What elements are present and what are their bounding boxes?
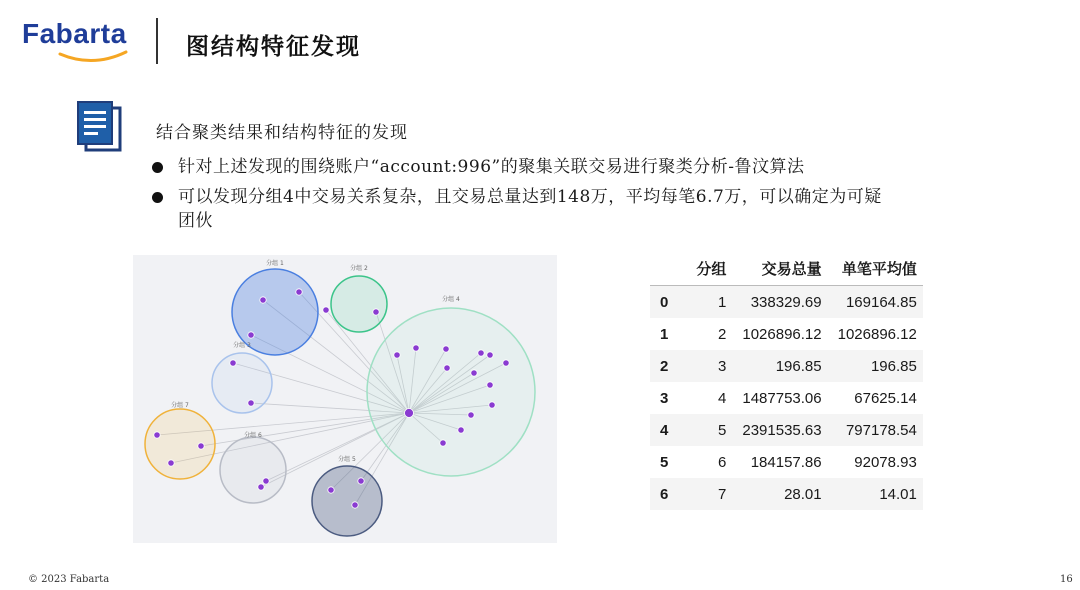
graph-node <box>458 427 464 433</box>
graph-node <box>373 309 379 315</box>
table-row <box>650 318 923 350</box>
graph-node <box>405 409 414 418</box>
group-label: 分组 2 <box>350 265 368 272</box>
bullet-item <box>150 155 890 179</box>
page-number: 16 <box>1060 574 1073 585</box>
cell-total: 2391535.63 <box>742 421 822 439</box>
graph-node <box>468 412 474 418</box>
table-header-index <box>650 252 686 286</box>
graph-node <box>413 345 419 351</box>
cell-group: 1 <box>718 293 727 311</box>
row-index: 5 <box>660 453 669 471</box>
group-label: 分组 3 <box>233 342 251 349</box>
cell-group: 6 <box>718 453 727 471</box>
graph-node <box>394 352 400 358</box>
cell-group: 7 <box>718 485 727 503</box>
group-label: 分组 1 <box>266 260 284 267</box>
row-index: 0 <box>660 293 669 311</box>
graph-node <box>487 382 493 388</box>
group-label: 分组 7 <box>171 402 189 409</box>
cell-total: 338329.69 <box>750 293 822 311</box>
graph-node <box>260 297 266 303</box>
cell-group: 5 <box>718 421 727 439</box>
table-row <box>650 446 923 478</box>
cell-total: 1487753.06 <box>742 389 822 407</box>
cell-total: 196.85 <box>775 357 822 375</box>
cell-average: 92078.93 <box>854 453 917 471</box>
graph-node <box>444 365 450 371</box>
cell-average: 67625.14 <box>854 389 917 407</box>
group-circle <box>367 308 535 476</box>
fabarta-logo: Fabarta <box>22 18 127 49</box>
group-label: 分组 6 <box>244 432 262 439</box>
group-label: 分组 5 <box>338 456 356 463</box>
row-index: 6 <box>660 485 669 503</box>
group-circle <box>331 276 387 332</box>
table-row <box>650 414 923 446</box>
table-row <box>650 478 923 510</box>
row-index: 2 <box>660 357 669 375</box>
cluster-graph-svg <box>133 255 557 543</box>
cell-average: 14.01 <box>879 485 917 503</box>
group-circle <box>220 437 286 503</box>
cluster-graph-image <box>133 255 557 543</box>
table-header-row <box>650 252 923 286</box>
cell-average: 797178.54 <box>845 421 917 439</box>
header-divider <box>156 18 158 64</box>
table-row <box>650 382 923 414</box>
bullet-text: 针对上述发现的围绕账户“account:996”的聚集关联交易进行聚类分析-鲁汶算法 <box>178 157 805 177</box>
graph-node <box>263 478 269 484</box>
graph-node <box>258 484 264 490</box>
row-index: 1 <box>660 325 669 343</box>
footer-copyright: © 2023 Fabarta <box>28 574 110 585</box>
document-icon <box>76 100 124 152</box>
graph-node <box>443 346 449 352</box>
graph-node <box>230 360 236 366</box>
cell-total: 184157.86 <box>750 453 822 471</box>
cell-average: 196.85 <box>870 357 917 375</box>
graph-node <box>328 487 334 493</box>
bullet-text: 可以发现分组4中交易关系复杂，且交易总量达到148万，平均每笔6.7万，可以确定为可疑团伙 <box>178 187 882 231</box>
graph-node <box>440 440 446 446</box>
group-circle <box>312 466 382 536</box>
section-heading: 结合聚类结果和结构特征的发现 <box>156 123 408 143</box>
table-row <box>650 350 923 382</box>
group-stats-table <box>650 252 923 510</box>
graph-node <box>154 432 160 438</box>
graph-node <box>358 478 364 484</box>
graph-node <box>352 502 358 508</box>
table-header-average: 单笔平均值 <box>841 261 917 278</box>
bullet-dot-icon <box>152 162 163 173</box>
table-header-group: 分组 <box>696 261 727 278</box>
group-circle <box>212 353 272 413</box>
graph-node <box>487 352 493 358</box>
bullet-dot-icon <box>152 192 163 203</box>
bullet-list <box>150 155 890 239</box>
table-row <box>650 286 923 319</box>
cell-average: 1026896.12 <box>837 325 917 343</box>
logo-swoosh-icon <box>58 50 128 66</box>
group-label: 分组 4 <box>442 296 460 303</box>
graph-node <box>503 360 509 366</box>
graph-node <box>296 289 302 295</box>
page-title: 图结构特征发现 <box>186 34 361 60</box>
graph-node <box>198 443 204 449</box>
table-header-total: 交易总量 <box>761 261 822 278</box>
graph-node <box>248 400 254 406</box>
cell-group: 4 <box>718 389 727 407</box>
row-index: 4 <box>660 421 669 439</box>
graph-node <box>248 332 254 338</box>
graph-node <box>471 370 477 376</box>
row-index: 3 <box>660 389 669 407</box>
cell-total: 1026896.12 <box>742 325 822 343</box>
graph-node <box>168 460 174 466</box>
cell-average: 169164.85 <box>845 293 917 311</box>
graph-node <box>323 307 329 313</box>
bullet-item <box>150 185 890 233</box>
cell-group: 3 <box>718 357 727 375</box>
graph-node <box>489 402 495 408</box>
group-circle <box>145 409 215 479</box>
cell-group: 2 <box>718 325 727 343</box>
graph-node <box>478 350 484 356</box>
cell-total: 28.01 <box>784 485 822 503</box>
